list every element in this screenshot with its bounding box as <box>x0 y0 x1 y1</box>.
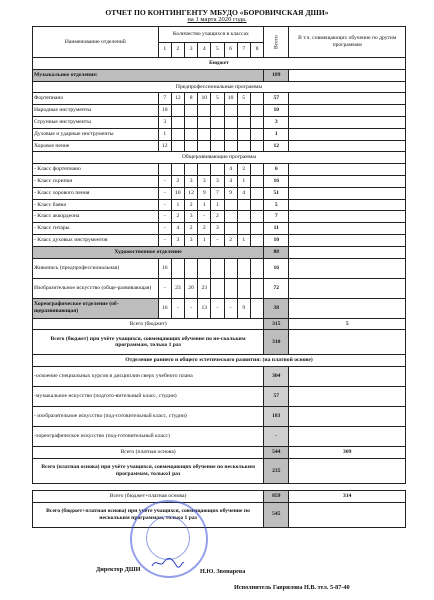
extra-header: В т.ч. совмещающих обучение по другим программам <box>289 27 406 58</box>
class-count-cell <box>198 116 211 128</box>
grand-total-value: 859 <box>264 490 289 502</box>
grand-single-label: Всего (бюджет+платная основа) при учёте учащихся, совмещающих обучение по нескольким программам, только 1 раз <box>33 502 264 527</box>
class-count-cell: - <box>211 234 224 246</box>
art-dept-extra <box>289 246 406 258</box>
row-name: - Класс духовых инструментов <box>33 234 159 246</box>
choreo-cell: 13 <box>198 298 211 318</box>
class-count-cell <box>250 105 263 117</box>
class-count-cell <box>250 211 263 223</box>
class-number-5: 5 <box>211 42 224 58</box>
class-count-cell <box>185 140 198 152</box>
class-count-cell: 5 <box>237 93 250 105</box>
class-count-cell <box>185 164 198 176</box>
total-header: Всего <box>264 27 289 58</box>
class-count-cell: 26 <box>185 278 198 298</box>
table-row <box>33 116 406 128</box>
report-title: ОТЧЕТ ПО КОНТИНГЕНТУ МБУДО «БОРОВИЧСКАЯ ДШИ» <box>105 8 329 17</box>
class-count-cell: 12 <box>171 93 184 105</box>
table-row <box>33 211 406 223</box>
table-row <box>33 234 406 246</box>
table-row <box>33 258 406 278</box>
class-count-cell: - <box>158 278 171 298</box>
class-count-cell: 10 <box>171 187 184 199</box>
choreo-cell: 16 <box>158 298 171 318</box>
class-count-cell: 23 <box>171 278 184 298</box>
class-count-cell <box>185 128 198 140</box>
table-row <box>33 175 406 187</box>
class-count-cell <box>211 140 224 152</box>
class-count-cell: 1 <box>211 199 224 211</box>
class-count-cell: - <box>158 234 171 246</box>
class-number-6: 6 <box>224 42 237 58</box>
class-count-cell <box>250 93 263 105</box>
class-count-cell <box>158 164 171 176</box>
class-count-cell: 3 <box>185 175 198 187</box>
paid-total-label: Всего (платная основа) <box>33 447 264 459</box>
row-extra <box>289 93 406 105</box>
budget-single-extra <box>289 330 406 355</box>
class-count-cell: 3 <box>211 175 224 187</box>
class-count-cell: 8 <box>185 93 198 105</box>
paid-total-extra: 309 <box>289 447 406 459</box>
class-count-cell: 2 <box>198 223 211 235</box>
row-extra <box>289 234 406 246</box>
row-total: 57 <box>264 387 289 407</box>
row-name: Живопись (предпрофессиональная) <box>33 258 159 278</box>
row-name: - Класс гитары <box>33 223 159 235</box>
row-extra <box>289 105 406 117</box>
row-name: - Класс баяна <box>33 199 159 211</box>
director-name: Н.Ю. Звонарева <box>200 568 246 575</box>
class-count-cell: 10 <box>158 105 171 117</box>
table-row <box>33 427 406 447</box>
class-count-cell: 1 <box>198 234 211 246</box>
table-row <box>33 407 406 427</box>
table-row <box>33 164 406 176</box>
class-count-cell: 12 <box>185 187 198 199</box>
row-total: 5 <box>264 199 289 211</box>
class-count-cell: 1 <box>198 199 211 211</box>
class-count-cell <box>250 175 263 187</box>
general-label: Общеразвивающие программы <box>33 152 406 164</box>
row-extra <box>289 407 406 427</box>
row-extra <box>289 367 406 387</box>
row-name: - Класс фортепиано <box>33 164 159 176</box>
row-total: 12 <box>264 140 289 152</box>
choreo-cell: - <box>224 298 237 318</box>
music-dept-extra <box>289 69 406 81</box>
row-total: 51 <box>264 187 289 199</box>
row-name: -освоение специальных курсов и дисциплин сверх учебного плана <box>33 367 264 387</box>
row-extra <box>289 175 406 187</box>
row-name: Народные инструменты <box>33 105 159 117</box>
row-extra <box>289 187 406 199</box>
class-count-cell: 4 <box>224 164 237 176</box>
row-name: - Класс аккордеона <box>33 211 159 223</box>
class-count-cell <box>171 105 184 117</box>
row-name: Хоровое пение <box>33 140 159 152</box>
class-count-cell: - <box>158 175 171 187</box>
class-count-cell <box>224 128 237 140</box>
table-row <box>33 128 406 140</box>
class-count-cell: 3 <box>211 223 224 235</box>
row-extra <box>289 128 406 140</box>
class-count-cell <box>250 278 263 298</box>
class-count-cell <box>171 164 184 176</box>
class-count-cell <box>171 128 184 140</box>
row-extra <box>289 278 406 298</box>
class-count-cell: 3 <box>171 234 184 246</box>
class-count-cell <box>237 116 250 128</box>
budget-total-value: 315 <box>264 318 289 330</box>
table-row <box>33 187 406 199</box>
director-label: Директор ДШИ <box>96 566 141 573</box>
row-extra <box>289 258 406 278</box>
row-extra <box>289 387 406 407</box>
class-count-cell <box>237 223 250 235</box>
class-count-cell: 2 <box>171 175 184 187</box>
class-count-cell: 1 <box>237 175 250 187</box>
report-date: на 1 марта 2020 года. <box>187 16 247 23</box>
class-count-cell <box>198 140 211 152</box>
choreo-dept-label: Хореографическое отделение (об-щеразвивающая) <box>33 298 159 318</box>
class-count-cell <box>211 105 224 117</box>
class-count-cell: 9 <box>198 187 211 199</box>
choreo-cell: - <box>171 298 184 318</box>
class-count-cell: 3 <box>198 175 211 187</box>
budget-single-value: 310 <box>264 330 289 355</box>
row-total: 11 <box>264 223 289 235</box>
art-dept-total: 88 <box>264 246 289 258</box>
row-name: - Класс хорового пения <box>33 187 159 199</box>
budget-section: Бюджет <box>33 58 406 70</box>
class-count-cell <box>171 116 184 128</box>
class-count-cell <box>237 258 250 278</box>
row-total: 10 <box>264 105 289 117</box>
choreo-dept-total: 38 <box>264 298 289 318</box>
class-number-2: 2 <box>171 42 184 58</box>
row-total: 72 <box>264 278 289 298</box>
row-name: Фортепиано <box>33 93 159 105</box>
class-count-cell: 4 <box>237 187 250 199</box>
budget-total-label: Всего (бюджет) <box>33 318 264 330</box>
class-count-cell <box>224 199 237 211</box>
class-count-cell <box>250 128 263 140</box>
class-number-3: 3 <box>185 42 198 58</box>
row-total: 57 <box>264 93 289 105</box>
paid-single-label: Всего (платная основа) при учёте учащихся, совмещающих обучение по нескольким программам, только1 раз <box>33 458 264 483</box>
music-dept-label: Музыкальное отделение: <box>33 69 264 81</box>
row-name: Изобразительное искусство (обще-развивающая) <box>33 278 159 298</box>
table-row <box>33 223 406 235</box>
table-gap <box>33 483 406 490</box>
class-count-cell <box>250 164 263 176</box>
row-total: 1 <box>264 128 289 140</box>
class-count-cell <box>198 128 211 140</box>
class-count-cell <box>198 164 211 176</box>
class-count-cell <box>250 116 263 128</box>
class-count-cell: 1 <box>158 128 171 140</box>
choreo-dept-extra <box>289 298 406 318</box>
choreo-cell: - <box>185 298 198 318</box>
class-number-7: 7 <box>237 42 250 58</box>
grand-total-extra: 314 <box>289 490 406 502</box>
class-count-cell: 16 <box>158 258 171 278</box>
class-count-cell: 12 <box>158 140 171 152</box>
class-count-cell: 2 <box>211 211 224 223</box>
class-count-cell <box>237 140 250 152</box>
table-row <box>33 367 406 387</box>
row-total: 16 <box>264 258 289 278</box>
class-count-cell: 2 <box>185 199 198 211</box>
class-count-cell <box>211 116 224 128</box>
class-count-cell <box>224 278 237 298</box>
class-count-cell: 1 <box>237 234 250 246</box>
choreo-cell: 9 <box>237 298 250 318</box>
class-count-cell: - <box>198 211 211 223</box>
grand-single-value: 545 <box>264 502 289 527</box>
class-count-cell: 9 <box>224 187 237 199</box>
class-count-cell <box>171 258 184 278</box>
grand-single-extra <box>289 502 406 527</box>
grand-total-label: Всего (бюджет+платная основа) <box>33 490 264 502</box>
class-count-cell <box>250 234 263 246</box>
class-count-cell: 7 <box>211 187 224 199</box>
table-row <box>33 278 406 298</box>
paid-total-value: 544 <box>264 447 289 459</box>
class-count-cell: 7 <box>158 93 171 105</box>
class-count-cell <box>224 105 237 117</box>
row-name: - изобразительное искусство (под-готовительный класс, студии) <box>33 407 264 427</box>
table-row <box>33 140 406 152</box>
class-count-cell <box>211 128 224 140</box>
choreo-cell: - <box>211 298 224 318</box>
contingent-table <box>32 26 406 528</box>
class-count-cell: 2 <box>237 164 250 176</box>
class-count-cell: - <box>158 223 171 235</box>
class-count-cell: 10 <box>224 93 237 105</box>
budget-total-extra: 5 <box>289 318 406 330</box>
class-count-cell <box>237 128 250 140</box>
row-total: 183 <box>264 407 289 427</box>
row-name: -музыкальное искусство (подгото-вительный класс, студии) <box>33 387 264 407</box>
class-number-1: 1 <box>158 42 171 58</box>
class-count-cell <box>224 223 237 235</box>
class-count-cell: 4 <box>224 175 237 187</box>
class-count-cell: - <box>158 199 171 211</box>
class-count-cell <box>224 258 237 278</box>
music-dept-total: 189 <box>264 69 289 81</box>
class-count-cell: 5 <box>211 93 224 105</box>
row-total: 10 <box>264 234 289 246</box>
class-count-cell <box>211 164 224 176</box>
paid-single-extra <box>289 458 406 483</box>
class-count-cell <box>211 258 224 278</box>
class-count-cell <box>171 140 184 152</box>
row-extra <box>289 140 406 152</box>
director-signature <box>150 556 186 570</box>
class-count-cell <box>198 105 211 117</box>
row-name: -хореографическое искусство (под-готовительный класс) <box>33 427 264 447</box>
row-extra <box>289 164 406 176</box>
class-count-cell <box>185 258 198 278</box>
class-count-cell: 1 <box>171 199 184 211</box>
class-number-4: 4 <box>198 42 211 58</box>
class-count-cell <box>250 258 263 278</box>
class-count-cell <box>237 199 250 211</box>
class-count-cell: 2 <box>185 223 198 235</box>
class-count-cell <box>250 199 263 211</box>
class-count-cell <box>211 278 224 298</box>
class-count-cell: 3 <box>185 234 198 246</box>
budget-single-label: Всего (бюджет) при учёте учащихся, совмещающих обучение по не-скольким программам, только 1 раз <box>33 330 264 355</box>
qty-header: Количество учащихся в классах <box>158 27 263 43</box>
class-count-cell <box>237 105 250 117</box>
class-count-cell <box>198 258 211 278</box>
row-total: 6 <box>264 164 289 176</box>
row-name: Духовые и ударные инструменты <box>33 128 159 140</box>
class-count-cell: 4 <box>171 223 184 235</box>
row-extra <box>289 211 406 223</box>
row-extra <box>289 223 406 235</box>
row-extra <box>289 199 406 211</box>
class-count-cell <box>224 116 237 128</box>
class-count-cell <box>250 140 263 152</box>
class-count-cell: 3 <box>185 211 198 223</box>
table-row <box>33 199 406 211</box>
class-count-cell: 2 <box>171 211 184 223</box>
class-count-cell <box>250 223 263 235</box>
class-count-cell <box>185 105 198 117</box>
table-row <box>33 387 406 407</box>
dept-header: Наименование отделений <box>33 27 159 58</box>
row-name: Струнные инструменты <box>33 116 159 128</box>
class-count-cell <box>237 211 250 223</box>
class-count-cell: - <box>158 187 171 199</box>
class-count-cell: 10 <box>198 93 211 105</box>
row-extra <box>289 116 406 128</box>
table-row <box>33 93 406 105</box>
class-count-cell <box>224 211 237 223</box>
row-total: 7 <box>264 211 289 223</box>
class-count-cell <box>250 187 263 199</box>
paid-single-value: 235 <box>264 458 289 483</box>
class-count-cell <box>224 140 237 152</box>
executor-line: Исполнитель Гаврилова Н.В. тел. 5-87-40 <box>234 584 350 591</box>
row-extra <box>289 427 406 447</box>
row-total: 16 <box>264 175 289 187</box>
class-count-cell: - <box>158 211 171 223</box>
row-name: - Класс скрипки <box>33 175 159 187</box>
row-total: - <box>264 427 289 447</box>
row-total: 304 <box>264 367 289 387</box>
class-count-cell: 2 <box>224 234 237 246</box>
class-count-cell <box>185 116 198 128</box>
preprof-label: Предпрофессиональные программы <box>33 81 406 93</box>
class-count-cell: 3 <box>158 116 171 128</box>
class-count-cell: 23 <box>198 278 211 298</box>
class-count-cell <box>237 278 250 298</box>
paid-section-label: Отделение раннего и общего эстетического развития: (на платной основе) <box>33 355 406 367</box>
class-number-8: 8 <box>250 42 263 58</box>
table-row <box>33 105 406 117</box>
row-total: 3 <box>264 116 289 128</box>
choreo-cell <box>250 298 263 318</box>
art-dept-label: Художественное отделение <box>33 246 264 258</box>
